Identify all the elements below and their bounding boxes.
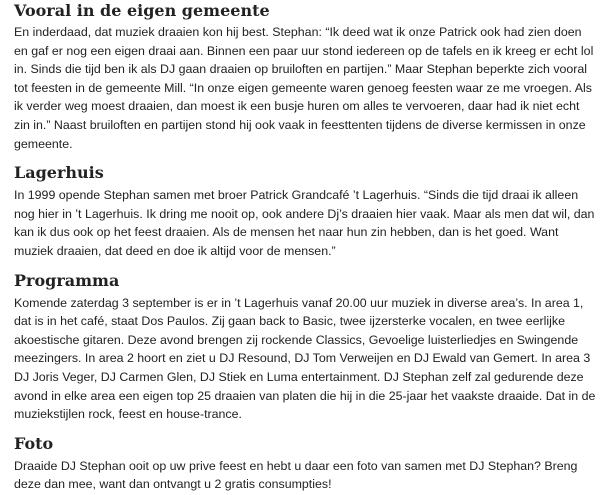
section-lagerhuis (14, 162, 596, 260)
section-paragraph: En inderdaad, dat muziek draaien kon hij best. Stephan: “Ik deed wat ik onze Patrick ook had zien doen en gaf er nog een eigen draai aan. Binnen een paar uur stond iedereen op de tafels en ik kreeg er echt lol in. Sinds die tijd ben ik als DJ gaan draaien op bruiloften en partijen.” Maar Stephan beperkte zich vooral tot feesten in de gemeente Mill. “In onze eigen gemeente waren genoeg feesten waar ze me vroegen. Als ik verder weg moest draaien, dan moest ik een busje huren om alles te vervoeren, daar had ik niet echt zin in.” Naast bruiloften en partijen stond hij ook vaak in feesttenten tijdens de diverse kermissen in onze gemeente. (14, 25, 594, 151)
section-heading: Lagerhuis (14, 163, 104, 183)
section-heading: Vooral in de eigen gemeente (14, 1, 270, 20)
section-paragraph: Komende zaterdag 3 september is er in ’t Lagerhuis vanaf 20.00 uur muziek in diverse area’s. In area 1, dat is in het café, staat Dos Paulos. Zij gaan back to Basic, twee ijzersterke vocalen, en twee eerlijke akoestische gitaren. Deze avond brengen zij rockende Classics, Gevoelige luisterliedjes en Swingende meezingers. In area 2 hoort en ziet u DJ Resound, DJ Tom Verweijen en DJ Ewald van Gemert. In area 3 DJ Joris Veger, DJ Carmen Glen, DJ Stiek en Luma entertainment. DJ Stephan zelf zal gedurende deze avond in elke area een eigen top 25 draaien van platen die hij in die 25-jaar het vaakste draaide. Dat in de muziekstijlen rock, feest en house-trance. (14, 295, 596, 422)
section-paragraph: Draaide DJ Stephan ooit op uw prive feest en hebt u daar een foto van samen met DJ Stephan? Breng deze dan mee, want dan ontvangt u 2 gratis consumpties! (14, 458, 578, 492)
section-heading: Programma (14, 270, 120, 290)
section-paragraph: In 1999 opende Stephan samen met broer Patrick Grandcafé ’t Lagerhuis. “Sinds die tijd draai ik alleen nog hier in ’t Lagerhuis. Ik dring me nooit op, ook andere Dj’s draaien hier vaak. Maar als men dat wil, dan kan ik dus ook op het feest draaien. Als de mensen het naar hun zin hebben, dan is het goed. Want muziek draaien, dat deed en doe ik altijd voor de mensen.” (14, 188, 595, 258)
article (14, 0, 596, 494)
section-programma (14, 270, 596, 424)
section-foto (14, 433, 596, 494)
section-heading: Foto (14, 433, 54, 453)
section-vooral-in-de-eigen-gemeente (14, 0, 596, 153)
